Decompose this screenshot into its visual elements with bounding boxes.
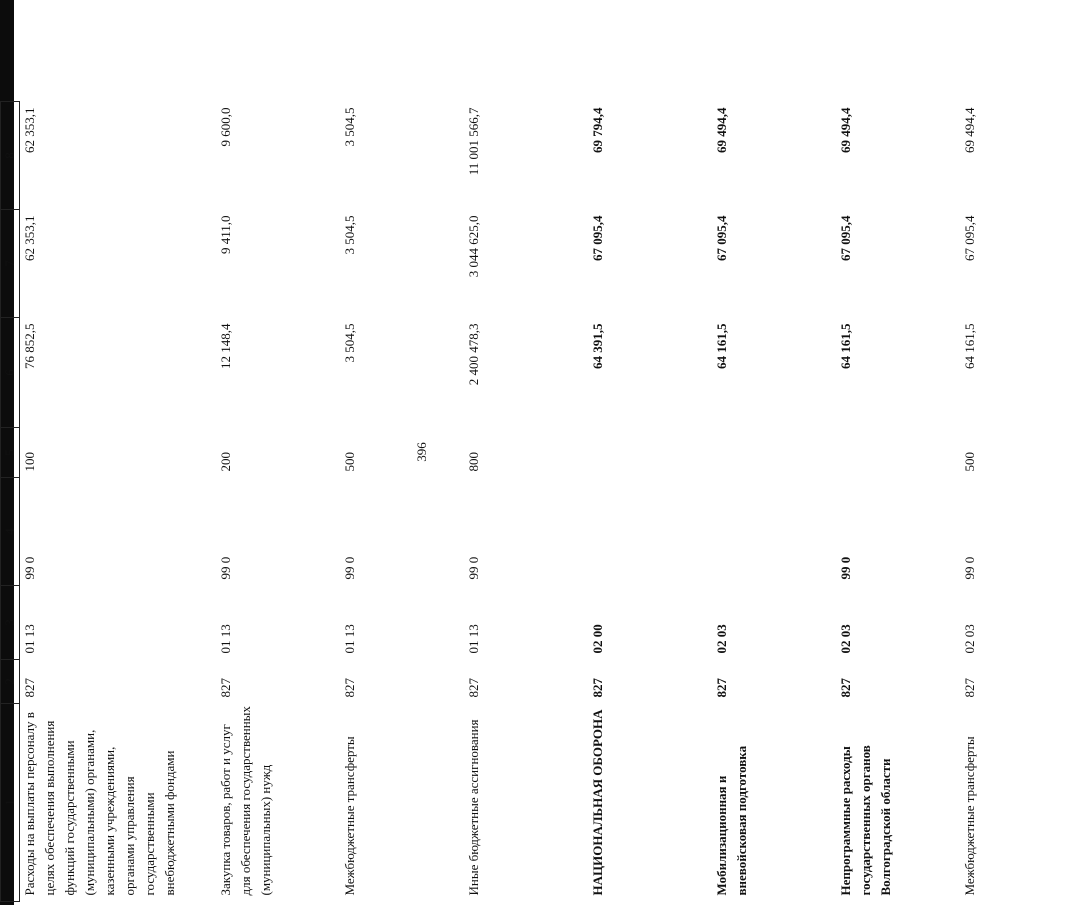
table-row [712,102,836,902]
row-section: 01 13 [466,624,481,654]
table-row [836,102,960,902]
row-value-7: 67 095,4 [962,215,977,261]
row-type: 500 [342,452,357,472]
row-value-6: 64 161,5 [714,323,729,369]
row-value-6: 3 504,5 [342,323,357,363]
row-value-6: 64 391,5 [590,323,605,369]
row-section: 02 00 [590,624,605,654]
table-row [960,102,1084,902]
row-value-6: 12 148,4 [218,323,233,369]
row-value-7: 9 411,0 [218,215,233,255]
row-target [588,478,712,586]
row-code: 827 [838,678,853,698]
header-cell: 2 [1,660,20,704]
row-code: 827 [342,678,357,698]
row-value-6: 64 161,5 [838,323,853,369]
table-row [588,102,712,902]
row-value-6: 64 161,5 [962,323,977,369]
row-code: 827 [466,678,481,698]
row-section: 01 13 [342,624,357,654]
table-row [340,102,464,902]
row-target: 99 0 [22,556,37,580]
row-value-6: 76 852,5 [22,323,37,369]
header-cell: 1 [1,704,20,902]
row-name: Расходы на выплаты персоналу в целях обеспечения выполнения функций государственными (муниципальными) органами, казенными учреждениями, органами управления государственными внебюджетными фондами [22,712,177,896]
header-cell: 5 [1,428,20,478]
row-code: 827 [714,678,729,698]
budget-table-sheet [0,102,977,902]
row-name: НАЦИОНАЛЬНАЯ ОБОРОНА [590,709,605,896]
row-value-8: 69 494,4 [714,107,729,153]
header-cell: 8 [1,102,20,210]
header-cell: 4 [1,478,20,586]
row-value-8: 69 794,4 [590,107,605,153]
row-section: 01 13 [218,624,233,654]
row-value-7: 62 353,1 [22,215,37,261]
table-row [464,102,588,902]
row-value-7: 67 095,4 [590,215,605,261]
row-section: 02 03 [714,624,729,654]
row-code: 827 [962,678,977,698]
row-code: 827 [218,678,233,698]
header-cell: 6 [1,318,20,428]
row-section: 02 03 [962,624,977,654]
row-type: 200 [218,452,233,472]
row-type: 500 [962,452,977,472]
row-target: 99 0 [838,556,853,580]
row-value-8: 3 504,5 [342,107,357,147]
table-row [216,102,340,902]
header-row [1,102,20,902]
page-number: 396 [414,442,429,462]
row-name: Иные бюджетные ассигнования [466,719,481,896]
row-type: 100 [22,452,37,472]
row-target: 99 0 [962,556,977,580]
row-value-7: 3 044 625,0 [466,215,481,278]
budget-table [0,101,1084,902]
row-value-7: 3 504,5 [342,215,357,255]
header-cell: 3 [1,586,20,660]
row-name: Непрограммные расходы государственных органов Волгоградской области [838,745,893,896]
row-value-7: 67 095,4 [714,215,729,261]
row-value-8: 69 494,4 [962,107,977,153]
row-section: 01 13 [22,624,37,654]
row-type [588,428,712,478]
row-value-8: 11 001 566,7 [466,107,481,176]
row-target [712,478,836,586]
row-code: 827 [590,678,605,698]
row-type: 800 [466,452,481,472]
row-name: Межбюджетные трансферты [962,736,977,896]
row-name: Закупка товаров, работ и услуг для обеспечения государственных (муниципальных) нужд [218,706,273,896]
table-row [20,102,217,902]
row-target: 99 0 [218,556,233,580]
header-cell: 7 [1,210,20,318]
row-name: Мобилизационная и вневойсковая подготовка [714,745,749,896]
row-value-8: 69 494,4 [838,107,853,153]
row-value-8: 62 353,1 [22,107,37,153]
row-target: 99 0 [342,556,357,580]
row-section: 02 03 [838,624,853,654]
row-value-7: 67 095,4 [838,215,853,261]
row-type [836,428,960,478]
row-value-8: 9 600,0 [218,107,233,147]
row-type [712,428,836,478]
row-value-6: 2 400 478,3 [466,323,481,386]
row-code: 827 [22,678,37,698]
row-name: Межбюджетные трансферты [342,736,357,896]
row-target: 99 0 [466,556,481,580]
